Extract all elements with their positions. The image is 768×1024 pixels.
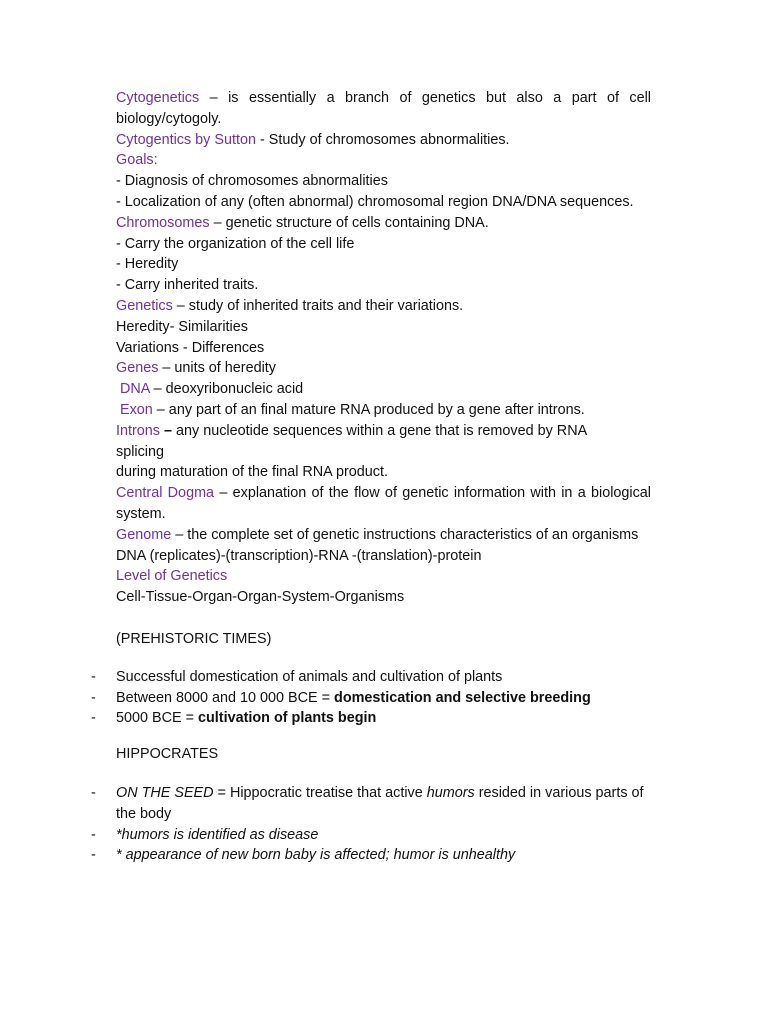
term-exon: Exon	[120, 401, 153, 418]
def-text: – is essentially a branch of genetics but also a part of cell biology/cytogoly.	[116, 90, 651, 127]
bullet-dash: -	[91, 784, 96, 801]
def-text: – study of inherited traits and their variations.	[172, 297, 464, 314]
def-text: – units of heredity	[158, 360, 276, 377]
def-text: – genetic structure of cells containing DNA.	[209, 214, 489, 231]
def-genetics	[116, 296, 651, 317]
def-text: – any part of an final mature RNA produced by a gene after introns.	[152, 401, 585, 418]
term-dna: DNA	[120, 381, 150, 398]
levels-value: Cell-Tissue-Organ-Organ-System-Organisms	[116, 589, 405, 606]
def-text: - Study of chromosomes abnormalities.	[256, 131, 510, 148]
def-sutton	[116, 130, 651, 151]
term-central-dogma: Central Dogma	[116, 485, 215, 502]
bullet-text: *humors is identified as disease	[116, 826, 319, 843]
prehistoric-bullet	[91, 688, 651, 709]
term-cytogenetics: Cytogenetics	[116, 90, 200, 106]
def-text: – explanation of the flow of genetic information with in a biological system.	[116, 485, 651, 522]
hippocrates-bullet	[91, 845, 651, 866]
def-genes	[116, 358, 651, 379]
def-exon	[116, 400, 651, 421]
genome-flow: DNA (replicates)-(transcription)-RNA -(translation)-protein	[116, 547, 482, 564]
bullet-text: * appearance of new born baby is affected; humor is unhealthy	[116, 847, 516, 864]
bullet-text: = Hippocratic treatise that active	[213, 784, 427, 801]
genetics-item: Variations - Differences	[116, 339, 265, 356]
def-text: – deoxyribonucleic acid	[149, 381, 304, 398]
goal-item: - Localization of any (often abnormal) chromosomal region DNA/DNA sequences.	[116, 193, 634, 210]
heading-hippocrates: HIPPOCRATES	[116, 746, 219, 763]
goal-item: - Diagnosis of chromosomes abnormalities	[116, 173, 388, 190]
term-goals: Goals:	[116, 152, 158, 169]
introns-dash: –	[160, 422, 173, 439]
spacer	[116, 650, 651, 667]
bullet-text: Successful domestication of animals and cultivation of plants	[116, 668, 503, 685]
treatise-title: ON THE SEED	[116, 784, 214, 801]
term-sutton: Cytogentics by Sutton	[116, 131, 256, 148]
term-levels: Level of Genetics	[116, 568, 228, 585]
bullet-dash: -	[91, 668, 96, 685]
bullet-dash: -	[91, 689, 96, 706]
spacer	[116, 608, 651, 629]
bullet-dash: -	[91, 710, 96, 727]
bullet-bold: cultivation of plants begin	[198, 710, 377, 727]
bullet-bold: domestication and selective breeding	[334, 689, 591, 706]
prehistoric-bullet	[91, 667, 651, 688]
chromosome-item: - Carry inherited traits.	[116, 277, 259, 294]
term-genome: Genome	[116, 526, 172, 543]
def-introns	[116, 421, 631, 463]
bullet-text: Between 8000 and 10 000 BCE =	[116, 689, 335, 706]
bullet-text: resided in various parts of the body	[116, 784, 644, 822]
spacer	[116, 729, 651, 744]
term-introns: Introns	[116, 422, 160, 439]
heading-prehistoric: (PREHISTORIC TIMES)	[116, 630, 272, 647]
chromosome-item: - Carry the organization of the cell life	[116, 235, 355, 252]
hippocrates-bullet	[91, 783, 651, 825]
def-central-dogma	[116, 483, 651, 525]
prehistoric-bullet	[91, 708, 651, 729]
hippocrates-bullet	[91, 825, 651, 846]
document-body	[91, 88, 651, 866]
def-genome	[116, 525, 651, 546]
chromosome-item: - Heredity	[116, 256, 179, 273]
introns-line2: during maturation of the final RNA product.	[116, 464, 388, 481]
term-genetics: Genetics	[116, 297, 173, 314]
def-chromosomes	[116, 213, 651, 234]
humors-term: humors	[426, 784, 475, 801]
def-cytogenetics	[116, 88, 651, 130]
def-text: any nucleotide sequences within a gene that is removed by RNA splicing	[116, 422, 587, 460]
def-dna	[116, 379, 651, 400]
term-chromosomes: Chromosomes	[116, 214, 210, 231]
def-text: – the complete set of genetic instructions characteristics of an organisms	[171, 526, 639, 543]
bullet-text: 5000 BCE =	[116, 710, 199, 727]
bullet-dash: -	[91, 847, 96, 864]
genetics-item: Heredity- Similarities	[116, 318, 248, 335]
term-genes: Genes	[116, 360, 159, 377]
spacer	[116, 765, 651, 783]
bullet-dash: -	[91, 826, 96, 843]
